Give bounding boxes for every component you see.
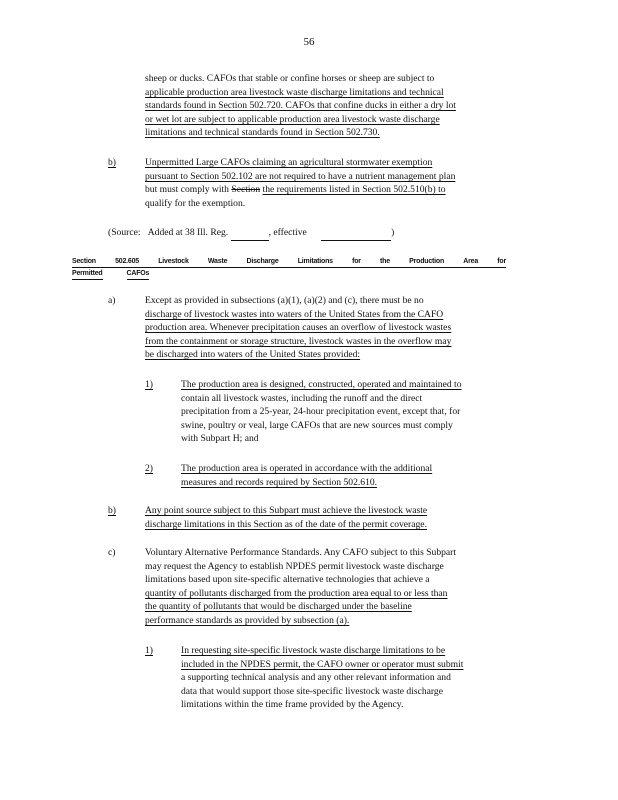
heading-word: for [352,258,361,265]
item-marker: b) [108,157,116,168]
text-line: data that would support those site-specific livestock waste discharge [181,685,443,697]
text-line: sheep or ducks. CAFOs that stable or confine horses or sheep are subject to [145,73,435,84]
source-suffix: ) [391,227,395,238]
item-marker: 2) [145,463,153,474]
text-line: precipitation from a 25-year, 24-hour precipitation event, except that, for [181,406,461,418]
text-line: may request the Agency to establish NPDES permit livestock waste discharge [145,560,444,572]
text-line: from the containment or storage structure, livestock wastes in the overflow may [145,335,452,347]
heading-word: CAFOs [127,268,150,280]
text-line [145,183,535,197]
heading-word: Permitted [72,268,103,280]
item-a2-operation-requirement [181,462,535,489]
section-label: Section [72,258,96,265]
heading-word: Area [463,258,479,265]
text-line: limitations and technical standards found in Section 502.730. [145,127,380,139]
text-line: applicable production area livestock waste discharge limitations and technical [145,86,444,98]
item-marker: 1) [145,645,153,656]
section-heading [72,256,506,280]
intro-paragraph [145,72,535,140]
heading-word: the [380,258,390,265]
text-line: the quantity of pollutants that would be discharged under the baseline [145,601,412,613]
item-a-discharge-prohibition [145,294,535,362]
section-heading-line [72,256,506,268]
heading-word: Limitations [297,258,333,265]
text-fragment: but must comply with [145,184,229,196]
item-marker: b) [108,505,116,516]
item-c1-technical-analysis [181,644,535,712]
text-line: Unpermitted Large CAFOs claiming an agricultural stormwater exemption [145,157,433,168]
item-c-voluntary-standards [145,546,535,628]
heading-word: Waste [207,258,228,265]
text-line: The production area is operated in accordance with the additional [181,463,433,474]
text-line: pursuant to Section 502.102 are not required to have a nutrient management plan [145,170,456,182]
text-line: Any point source subject to this Subpart must achieve the livestock waste [145,505,428,516]
heading-word: Production [409,258,445,265]
text-line: production area. Whenever precipitation causes an overflow of livestock wastes [145,322,452,334]
text-line: limitations within the time frame provided by the Agency. [181,699,404,711]
text-line: limitations based upon site-specific alternative technologies that achieve a [145,574,430,586]
text-line [108,226,528,241]
heading-word: for [497,258,506,265]
item-a1-design-requirement [181,378,535,446]
text-line: standards found in Section 502.720. CAFOs that confine ducks in either a dry lot [145,100,456,112]
source-added: Added at 38 Ill. Reg. [147,227,229,238]
text-line: or wet lot are subject to applicable production area livestock waste discharge [145,113,440,125]
text-line: be discharged into waters of the United States provided: [145,349,361,361]
text-line: Voluntary Alternative Performance Standards. Any CAFO subject to this Subpart [145,547,457,558]
item-marker: c) [108,547,116,558]
text-line: discharge of livestock wastes into waters of the United States from the CAFO [145,308,444,320]
item-marker: a) [108,295,116,306]
blank-line [321,226,391,241]
text-line: Except as provided in subsections (a)(1), (a)(2) and (c), there must be no [145,295,424,306]
text-line: swine, poultry or veal, large CAFOs that are new sources must comply [181,419,453,431]
item-marker: 1) [145,379,153,390]
heading-word: Livestock [158,258,189,265]
text-line: with Subpart H; and [181,433,259,445]
text-line: The production area is designed, constructed, operated and maintained to [181,379,462,390]
section-heading-line [72,268,506,280]
blank-line [231,226,269,241]
text-line: discharge limitations in this Section as of the date of the permit coverage. [145,518,427,530]
text-line: a supporting technical analysis and any other relevant information and [181,672,451,684]
text-line: performance standards as provided by subsection (a). [145,614,350,626]
source-note [108,226,528,241]
text-line: In requesting site-specific livestock waste discharge limitations to be [181,645,446,656]
struck-text: Section [231,184,261,196]
text-line: measures and records required by Section 502.610. [181,476,378,488]
text-line: qualify for the exemption. [145,197,246,209]
source-prefix: (Source: [108,227,141,238]
text-fragment: the requirements listed in Section 502.510(b) to [262,184,446,196]
page-number: 56 [303,36,315,48]
item-b-agricultural-exemption [145,156,535,210]
text-line: quantity of pollutants discharged from the production area equal to or less than [145,587,448,599]
item-b-point-source [145,504,535,531]
heading-word: Discharge [246,258,279,265]
section-number: 502.605 [115,258,139,265]
text-line: included in the NPDES permit, the CAFO owner or operator must submit [181,658,464,670]
source-effective: , effective [268,227,307,238]
text-line: contain all livestock wastes, including the runoff and the direct [181,392,423,404]
